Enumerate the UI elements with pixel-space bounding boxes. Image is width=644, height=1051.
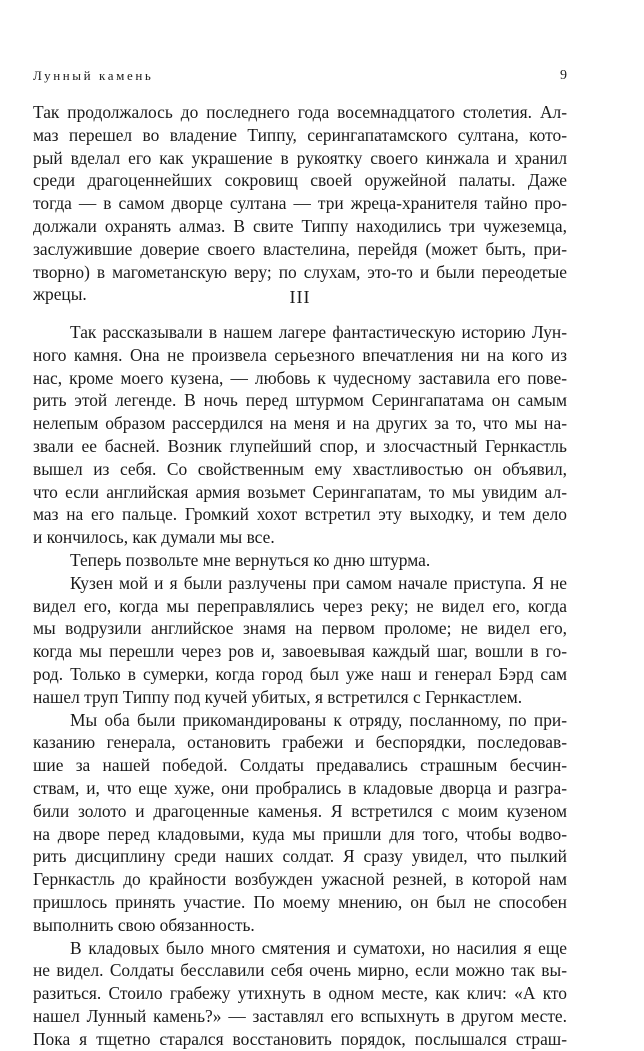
main-text xyxy=(33,321,567,1051)
text-line: рить этой легенде. В ночь перед штурмом Серингапатама он самым xyxy=(33,390,567,411)
book-title: Лунный камень xyxy=(33,68,154,83)
text-line: Пока я тщетно старался восстановить порядок, послышался страш- xyxy=(33,1028,567,1049)
text-line: нас, кроме моего кузена, — любовь к чудесному заставила его пове- xyxy=(33,367,567,388)
text-line: Так рассказывали в нашем лагере фантастическую историю Лун- xyxy=(70,322,567,342)
text-line: род. Только в сумерки, когда город был уже наш и генерал Бэрд сам xyxy=(33,663,567,684)
text-line: заслужившие доверие своего властелина, перейдя (может быть, при- xyxy=(33,238,567,259)
text-line: Гернкастль до крайности возбужден ужасной резней, в которой нам xyxy=(33,869,567,890)
paragraph xyxy=(33,321,567,549)
text-line: нелепым образом рассердился на меня и на других за то, что мы на- xyxy=(33,413,567,434)
text-line: жрецы. xyxy=(33,284,87,305)
text-line: нашел труп Типпу под кучей убитых, я встретился с Гернкастлем. xyxy=(33,686,523,707)
text-line: Теперь позвольте мне вернуться ко дню штурма. xyxy=(70,549,431,570)
text-line: выполнить свою обязанность. xyxy=(33,914,255,935)
running-header xyxy=(33,68,567,88)
text-line: В кладовых было много смятения и суматохи, но насилия я еще xyxy=(70,937,567,958)
text-line: нашел Лунный камень?» — заставлял его вспыхнуть в другом месте. xyxy=(33,1005,567,1026)
paragraph xyxy=(33,572,567,709)
text-line: на дворе перед кладовыми, куда мы пришли для того, чтобы водво- xyxy=(33,823,567,844)
text-line: творно) в магометанскую веру; по слухам, это-то и были переодетые xyxy=(33,261,567,282)
text-line: казанию генерала, остановить грабежи и беспорядки, последовав- xyxy=(33,732,567,753)
text-line: маз перешел во владение Типпу, серингапатамского султана, кото- xyxy=(33,124,567,145)
text-line: Кузен мой и я были разлучены при самом начале приступа. Я не xyxy=(70,572,567,593)
text-line: видел его, когда мы переправлялись через реку; не видел его, когда xyxy=(33,595,567,616)
paragraph xyxy=(33,549,567,572)
text-line: не видел. Солдаты бесславили себя очень мирно, если можно так вы- xyxy=(33,960,567,981)
text-line: шие за нашей победой. Солдаты предавались страшным бесчин- xyxy=(33,755,567,776)
text-line: Мы оба были прикомандированы к отряду, посланному, по при- xyxy=(70,709,567,730)
paragraph xyxy=(33,937,567,1051)
text-line: и кончилось, как думали мы все. xyxy=(33,527,275,548)
text-line: пришлось принять участие. По моему мнению, он был не способен xyxy=(33,891,567,912)
text-line: среди драгоценнейших сокровищ своей оружейной палаты. Даже xyxy=(33,170,567,191)
text-line: тогда — в самом дворце султана — три жреца-хранителя тайно про- xyxy=(33,193,567,214)
paragraph xyxy=(33,709,567,937)
text-line: что если английская армия возьмет Серингапатам, то мы увидим ал- xyxy=(33,481,567,502)
text-line: когда мы перешли через ров и, завоевывая каждый шаг, вошли в го- xyxy=(33,641,567,662)
text-line: ного камня. Она не произвела серьезного впечатления ни на кого из xyxy=(33,344,567,365)
page-number: 9 xyxy=(560,68,567,83)
text-line: разиться. Стоило грабежу утихнуть в одном месте, как клич: «А кто xyxy=(33,983,567,1004)
text-line: рить дисциплину среди наших солдат. Я сразу увидел, что пылкий xyxy=(33,846,567,867)
text-line: маз на его пальце. Громкий хохот встретил эту выходку, и тем дело xyxy=(33,504,567,525)
text-line: вышел из себя. Со свойственным ему хвастливостью он объявил, xyxy=(33,458,567,479)
text-line: Так продолжалось до последнего года восемнадцатого столетия. Ал- xyxy=(33,102,567,122)
text-line: рый вделал его как украшение в рукоятку своего кинжала и хранил xyxy=(33,147,567,168)
text-line: мы водрузили английское знамя на первом проломе; не видел его, xyxy=(33,618,567,639)
text-line: били золото и драгоценные каменья. Я встретился с моим кузеном xyxy=(33,800,567,821)
chapter-section-heading: III xyxy=(289,287,311,307)
intro-paragraph xyxy=(33,101,567,306)
text-line: ствам, и, что еще хуже, они пробрались в кладовые дворца и разгра- xyxy=(33,777,567,798)
text-line: звали ее басней. Возник глупейший спор, и злосчастный Гернкастль xyxy=(33,435,567,456)
text-line: должали охранять алмаз. В свите Типпу находились три чужеземца, xyxy=(33,215,567,236)
